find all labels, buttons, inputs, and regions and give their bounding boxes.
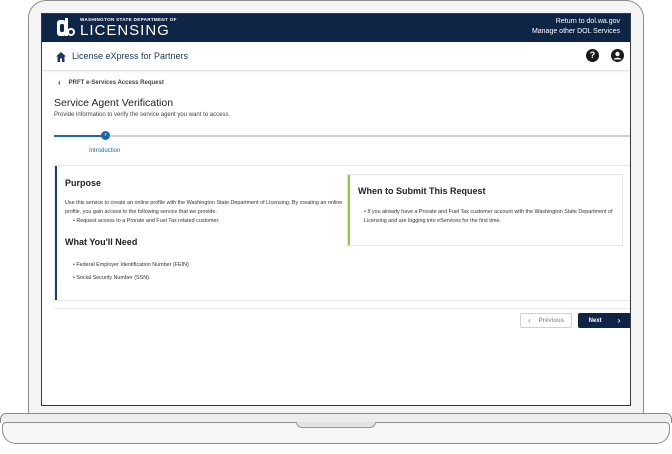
panel-accent-bar bbox=[55, 166, 57, 300]
chevron-left-icon: ‹ bbox=[58, 78, 61, 87]
page-subtitle: Provide information to verify the service agent you want to access. bbox=[54, 112, 231, 118]
stepper-progress bbox=[54, 135, 104, 137]
when-bullet: • If you already have a Prorate and Fuel Tax customer account with the Washington State Department of Licensing and are logging into eServices for the first time. bbox=[364, 209, 613, 224]
need-list bbox=[73, 259, 189, 285]
user-account-icon[interactable] bbox=[611, 49, 624, 62]
page-title: Service Agent Verification bbox=[54, 97, 174, 109]
need-heading: What You'll Need bbox=[65, 237, 138, 247]
list-item: • Social Security Number (SSN). bbox=[73, 275, 151, 281]
dol-logo-mark-icon bbox=[56, 17, 76, 39]
previous-button-label: Previous bbox=[538, 317, 565, 324]
purpose-bullet: • Request access to a Prorate and Fuel Tax related customer. bbox=[73, 218, 220, 224]
step-indicator-chevron-icon[interactable]: › bbox=[101, 131, 110, 140]
app-title[interactable]: License eXpress for Partners bbox=[72, 51, 189, 61]
footer-divider bbox=[54, 308, 631, 309]
when-card bbox=[347, 174, 623, 246]
app-screen bbox=[41, 13, 631, 406]
header-links bbox=[532, 17, 620, 37]
when-accent-bar bbox=[348, 175, 350, 245]
chevron-right-icon: › bbox=[617, 316, 621, 325]
next-button[interactable] bbox=[578, 313, 631, 328]
app-navbar bbox=[42, 42, 630, 71]
stepper-track bbox=[54, 135, 631, 137]
logo-agency-line: WASHINGTON STATE DEPARTMENT OF bbox=[80, 16, 177, 22]
navbar-actions bbox=[586, 49, 624, 62]
home-icon[interactable] bbox=[55, 50, 67, 62]
list-item: • Federal Employer Identification Number (FEIN) bbox=[73, 262, 189, 268]
when-bullet-text: If you already have a Prorate and Fuel Tax customer account with the Washington State Department of Licensing and are logging into eServices for the first time. bbox=[364, 209, 613, 224]
breadcrumb-label: PRFT e-Services Access Request bbox=[68, 79, 164, 86]
help-icon[interactable]: ? bbox=[586, 49, 599, 62]
previous-button[interactable] bbox=[520, 313, 572, 328]
breadcrumb[interactable] bbox=[58, 78, 164, 87]
purpose-heading: Purpose bbox=[65, 178, 102, 188]
when-heading: When to Submit This Request bbox=[358, 186, 486, 196]
site-header bbox=[42, 14, 630, 42]
chevron-left-icon: ‹ bbox=[527, 316, 531, 325]
need-item-ssn: Social Security Number (SSN). bbox=[76, 275, 151, 281]
manage-services-link[interactable]: Manage other DOL Services bbox=[531, 28, 620, 35]
content-panel bbox=[54, 165, 631, 301]
dol-logo[interactable] bbox=[56, 16, 177, 40]
purpose-bullet-text: Request access to a Prorate and Fuel Tax related customer. bbox=[76, 218, 220, 224]
need-item-fein: Federal Employer Identification Number (FEIN) bbox=[76, 262, 189, 268]
next-button-label: Next bbox=[588, 317, 602, 324]
step-label-introduction[interactable]: Introduction bbox=[89, 148, 121, 154]
return-link[interactable]: Return to dol.wa.gov bbox=[555, 18, 620, 25]
logo-wordmark: LICENSING bbox=[80, 22, 170, 40]
purpose-text: Use this service to create an online profile with the Washington State Department of Licensing. By creating an online profile, you gain access to the following service that we provide. bbox=[65, 200, 343, 215]
laptop-notch bbox=[296, 422, 376, 428]
